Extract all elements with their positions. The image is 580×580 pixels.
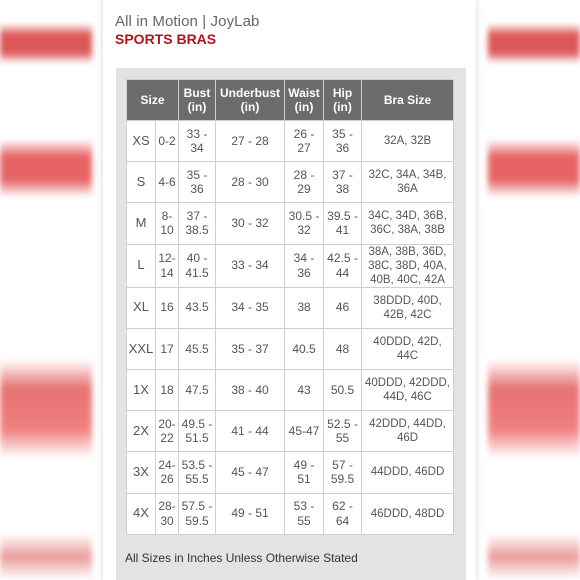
background-right xyxy=(488,0,580,580)
bust-cell: 35 - 36 xyxy=(179,162,215,202)
table-row xyxy=(127,329,453,369)
bust-cell: 47.5 xyxy=(179,370,215,410)
bust-cell: 49.5 - 51.5 xyxy=(179,411,215,451)
chart-title: SPORTS BRAS xyxy=(115,31,217,47)
hip-cell: 35 - 36 xyxy=(324,121,361,161)
size-number-cell: 0-2 xyxy=(156,121,178,161)
waist-cell: 40.5 xyxy=(285,329,323,369)
bra-size-cell: 44DDD, 46DD xyxy=(362,452,453,492)
size-table-panel xyxy=(116,68,466,580)
bra-size-cell: 38A, 38B, 36D, 38C, 38D, 40A, 40B, 40C, 42A xyxy=(362,245,453,287)
units-footnote: All Sizes in Inches Unless Otherwise Stated xyxy=(125,551,358,565)
size-code-cell: XS xyxy=(127,121,155,161)
size-code-cell: 2X xyxy=(127,411,155,451)
waist-cell: 30.5 - 32 xyxy=(285,203,323,243)
size-number-cell: 8-10 xyxy=(156,203,178,243)
column-header-hip: Hip (in) xyxy=(324,80,361,120)
hip-cell: 57 - 59.5 xyxy=(324,452,361,492)
bra-size-cell: 46DDD, 48DD xyxy=(362,494,453,534)
size-number-cell: 17 xyxy=(156,329,178,369)
bust-cell: 40 - 41.5 xyxy=(179,245,215,287)
column-header-size: Size xyxy=(127,80,178,120)
table-row xyxy=(127,452,453,492)
table-row xyxy=(127,162,453,202)
size-table xyxy=(126,79,454,535)
underbust-cell: 45 - 47 xyxy=(216,452,284,492)
size-code-cell: 1X xyxy=(127,370,155,410)
size-code-cell: S xyxy=(127,162,155,202)
underbust-cell: 33 - 34 xyxy=(216,245,284,287)
size-code-cell: L xyxy=(127,245,155,287)
underbust-cell: 49 - 51 xyxy=(216,494,284,534)
bra-size-cell: 38DDD, 40D, 42B, 42C xyxy=(362,288,453,328)
waist-cell: 49 - 51 xyxy=(285,452,323,492)
size-chart-card xyxy=(103,0,476,580)
bra-size-cell: 40DDD, 42DDD, 44D, 46C xyxy=(362,370,453,410)
hip-cell: 46 xyxy=(324,288,361,328)
waist-cell: 53 - 55 xyxy=(285,494,323,534)
waist-cell: 45-47 xyxy=(285,411,323,451)
size-number-cell: 24-26 xyxy=(156,452,178,492)
column-header-bust: Bust (in) xyxy=(179,80,215,120)
bust-cell: 45.5 xyxy=(179,329,215,369)
waist-cell: 43 xyxy=(285,370,323,410)
underbust-cell: 28 - 30 xyxy=(216,162,284,202)
bust-cell: 33 - 34 xyxy=(179,121,215,161)
bra-size-cell: 32C, 34A, 34B, 36A xyxy=(362,162,453,202)
bust-cell: 43.5 xyxy=(179,288,215,328)
hip-cell: 50.5 xyxy=(324,370,361,410)
table-row xyxy=(127,370,453,410)
size-number-cell: 12-14 xyxy=(156,245,178,287)
hip-cell: 39.5 - 41 xyxy=(324,203,361,243)
size-code-cell: 3X xyxy=(127,452,155,492)
table-row xyxy=(127,494,453,534)
hip-cell: 48 xyxy=(324,329,361,369)
bra-size-cell: 40DDD, 42D, 44C xyxy=(362,329,453,369)
size-number-cell: 4-6 xyxy=(156,162,178,202)
hip-cell: 52.5 - 55 xyxy=(324,411,361,451)
bra-size-cell: 34C, 34D, 36B, 36C, 38A, 38B xyxy=(362,203,453,243)
underbust-cell: 30 - 32 xyxy=(216,203,284,243)
table-row xyxy=(127,411,453,451)
hip-cell: 37 - 38 xyxy=(324,162,361,202)
size-number-cell: 18 xyxy=(156,370,178,410)
size-number-cell: 28-30 xyxy=(156,494,178,534)
bra-size-cell: 32A, 32B xyxy=(362,121,453,161)
size-code-cell: M xyxy=(127,203,155,243)
table-header-row xyxy=(127,80,453,120)
underbust-cell: 41 - 44 xyxy=(216,411,284,451)
background-left xyxy=(0,0,92,580)
column-header-bra-size: Bra Size xyxy=(362,80,453,120)
underbust-cell: 34 - 35 xyxy=(216,288,284,328)
waist-cell: 26 - 27 xyxy=(285,121,323,161)
table-row xyxy=(127,121,453,161)
size-number-cell: 20-22 xyxy=(156,411,178,451)
table-row xyxy=(127,203,453,243)
hip-cell: 62 - 64 xyxy=(324,494,361,534)
column-header-waist: Waist (in) xyxy=(285,80,323,120)
bra-size-cell: 42DDD, 44DD, 46D xyxy=(362,411,453,451)
underbust-cell: 27 - 28 xyxy=(216,121,284,161)
bust-cell: 57.5 - 59.5 xyxy=(179,494,215,534)
size-code-cell: 4X xyxy=(127,494,155,534)
size-code-cell: XXL xyxy=(127,329,155,369)
waist-cell: 38 xyxy=(285,288,323,328)
hip-cell: 42.5 - 44 xyxy=(324,245,361,287)
bust-cell: 37 - 38.5 xyxy=(179,203,215,243)
underbust-cell: 38 - 40 xyxy=(216,370,284,410)
brand-name: All in Motion | JoyLab xyxy=(115,13,260,30)
size-number-cell: 16 xyxy=(156,288,178,328)
table-row xyxy=(127,245,453,287)
underbust-cell: 35 - 37 xyxy=(216,329,284,369)
table-row xyxy=(127,288,453,328)
column-header-underbust: Underbust (in) xyxy=(216,80,284,120)
size-code-cell: XL xyxy=(127,288,155,328)
bust-cell: 53.5 - 55.5 xyxy=(179,452,215,492)
waist-cell: 28 - 29 xyxy=(285,162,323,202)
waist-cell: 34 - 36 xyxy=(285,245,323,287)
